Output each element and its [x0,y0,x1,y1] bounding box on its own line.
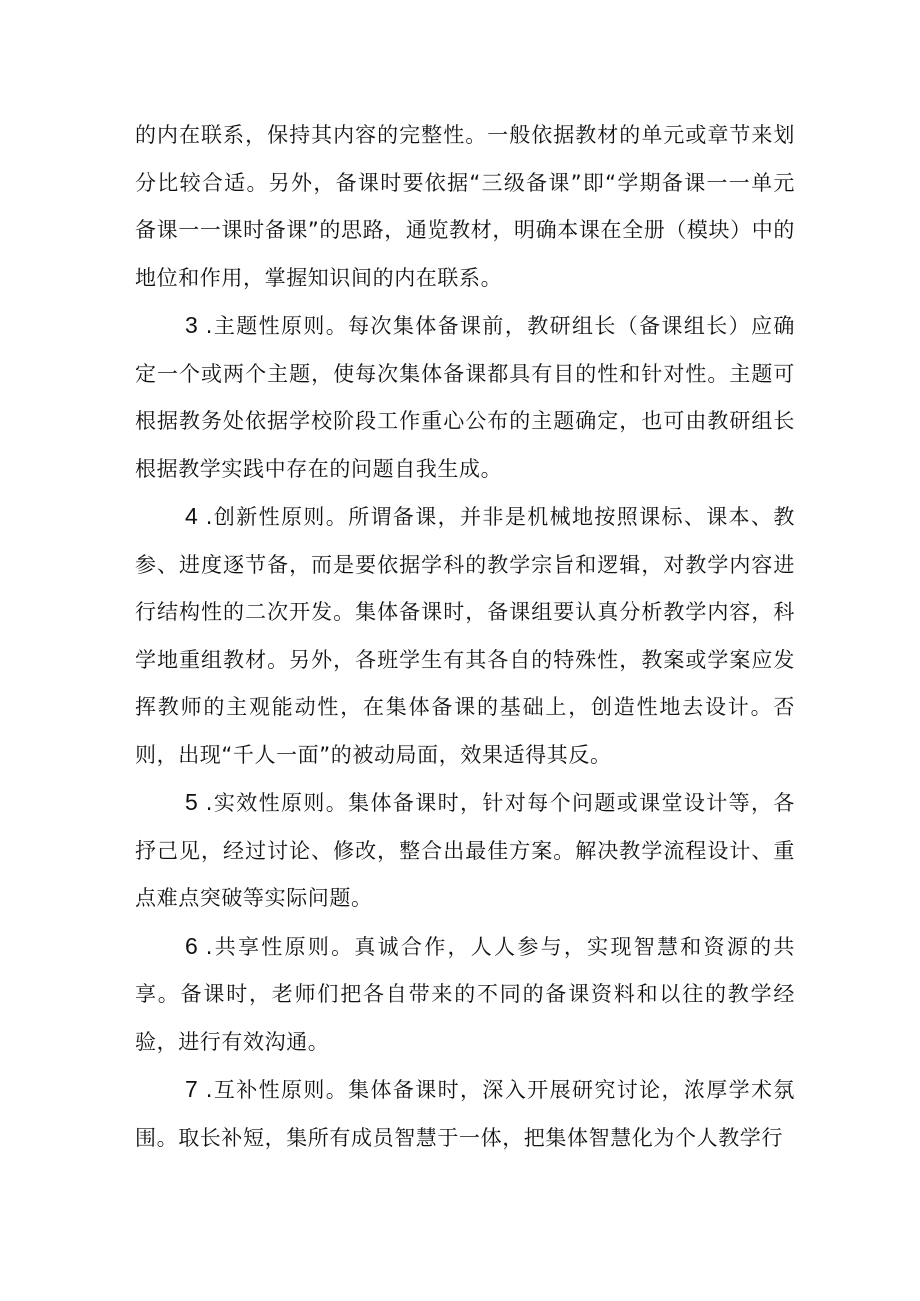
paragraph-text: 的内在联系，保持其内容的完整性。一般依据教材的单元或章节来划分比较合适。另外，备课时要依据“三级备课”即“学期备课一一单元备课一一课时备课”的思路，通览教材，明确本课在全册（模块）中的地位和作用，掌握知识间的内在联系。 [135,123,795,290]
paragraph-text: .互补性原则。集体备课时，深入开展研究讨论，浓厚学术氛围。取长补短，集所有成员智慧于一体，把集体智慧化为个人教学行 [135,1078,795,1150]
paragraph-principle-6 [135,923,795,1067]
paragraph-principle-5 [135,779,795,923]
paragraph-principle-4 [135,493,795,779]
paragraph-number: 5 [185,789,198,815]
paragraph-text: .创新性原则。所谓备课，并非是机械地按照课标、课本、教参、进度逐节备，而是要依据学科的教学宗旨和逻辑，对教学内容进行结构性的二次开发。集体备课时，备课组要认真分析教学内容，科学地重组教材。另外，各班学生有其各自的特殊性，教案或学案应发挥教师的主观能动性，在集体备课的基础上，创造性地去设计。否则，出现“千人一面”的被动局面，效果适得其反。 [135,505,795,767]
paragraph-continuation [135,112,795,302]
paragraph-number: 6 [185,932,198,959]
paragraph-text: .共享性原则。真诚合作，人人参与，实现智慧和资源的共享。备课时，老师们把各自带来的不同的备课资料和以往的教学经验，进行有效沟通。 [135,934,795,1054]
document-body [135,112,795,1162]
paragraph-number: 3 [185,312,198,338]
paragraph-text: .主题性原则。每次集体备课前，教研组长（备课组长）应确定一个或两个主题，使每次集体备课都具有目的性和针对性。主题可根据教务处依据学校阶段工作重心公布的主题确定，也可由教研组长根据教学实践中存在的问题自我生成。 [135,314,795,481]
paragraph-number: 7 [185,1076,198,1102]
paragraph-text: .实效性原则。集体备课时，针对每个问题或课堂设计等，各抒己见，经过讨论、修改，整合出最佳方案。解决教学流程设计、重点难点突破等实际问题。 [135,791,795,910]
paragraph-number: 4 [185,503,198,529]
paragraph-principle-3 [135,302,795,493]
paragraph-principle-7 [135,1066,795,1162]
